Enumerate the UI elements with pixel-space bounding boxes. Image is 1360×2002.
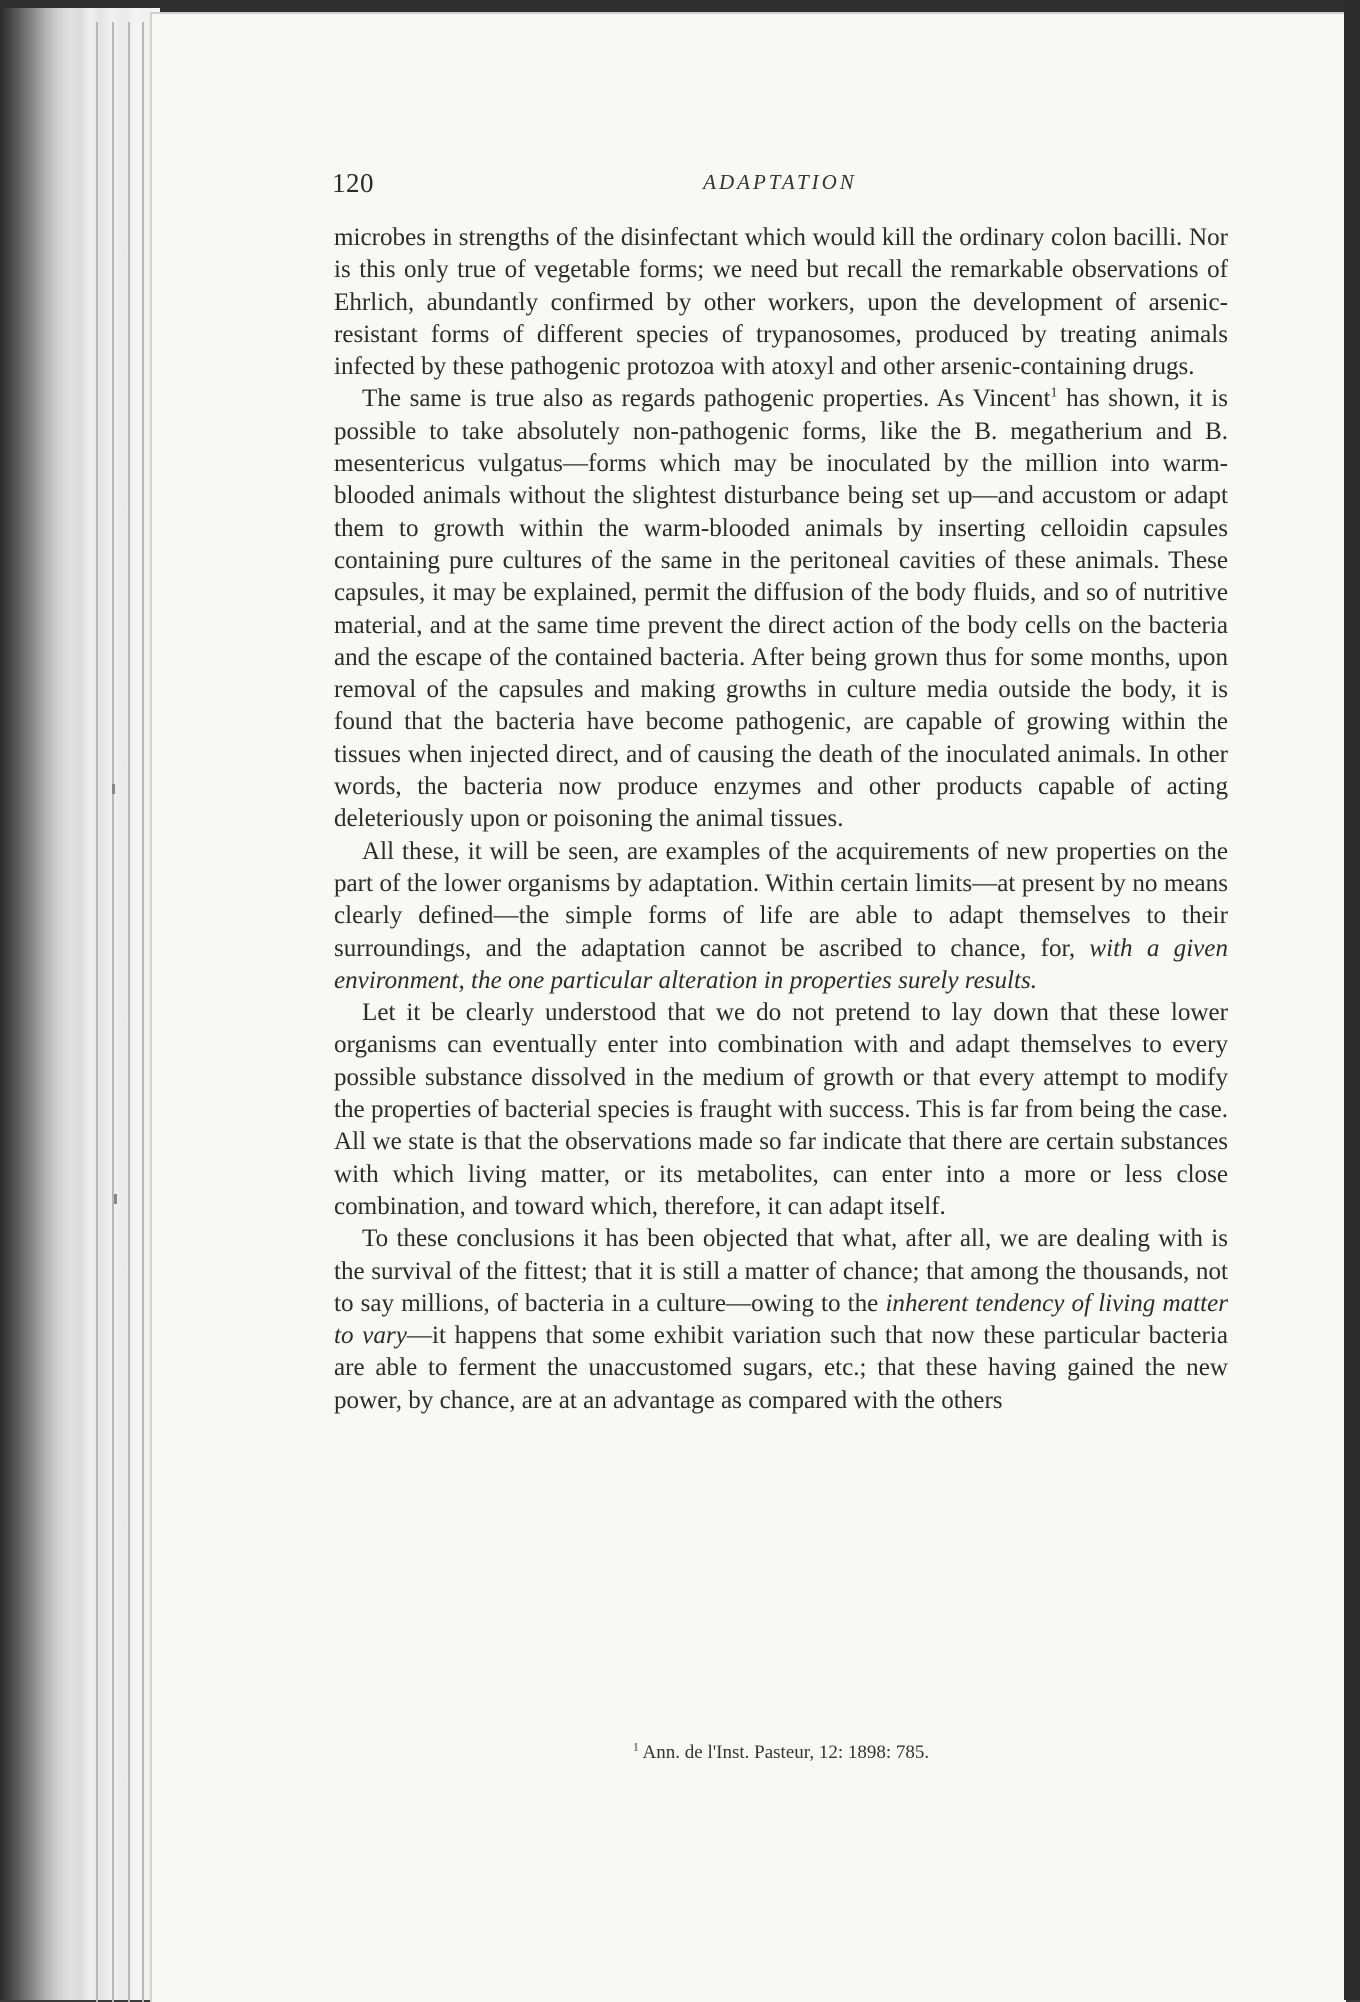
text-run: The same is true also as regards pathogenic properties. As Vincent xyxy=(362,385,1051,413)
page-number: 120 xyxy=(332,168,374,198)
margin-mark xyxy=(114,1194,117,1204)
body-text xyxy=(334,222,1228,1417)
margin-mark xyxy=(112,784,115,794)
text-run: microbes in strengths of the disinfectant which would kill the ordinary colon bacilli. Nor is this only true of vegetable forms; we need but recall the remarkable observations of Ehrlich, abundantly confirmed by other workers, upon the development of arsenic-resistant forms of different species of trypanosomes, produced by treating animals infected by these pathogenic protozoa with atoxyl and other arsenic-containing drugs. xyxy=(334,224,1228,381)
paragraph xyxy=(334,997,1228,1223)
page-edge-line xyxy=(96,22,98,2002)
footnote-reference: 1 xyxy=(1050,386,1058,402)
italic-text: with a given environment, the one particular alteration in properties surely results. xyxy=(334,934,1228,994)
page-edge-line xyxy=(112,22,114,2002)
running-head xyxy=(332,168,1228,208)
footnote-text: Ann. de l'Inst. Pasteur, 12: 1898: 785. xyxy=(638,1742,930,1763)
italic-text: inherent tendency of living matter to vary xyxy=(334,1289,1228,1350)
text-run: —it happens that some exhibit variation such that now these particular bacteria are able to ferment the unaccustomed sugars, etc.; that these having gained the new power, by chance, are at an advantage as compared with the others xyxy=(334,1322,1228,1414)
paragraph xyxy=(334,222,1228,383)
page-edge-line xyxy=(128,22,130,2002)
scan-background-right xyxy=(1344,0,1360,2000)
text-run: To these conclusions it has been objected that what, after all, we are dealing with is the survival of the fittest; that it is still a matter of chance; that among the thousands, not to say millions, of bacteria in a culture—owing to the xyxy=(334,1225,1228,1317)
paragraph xyxy=(334,383,1228,835)
paragraph xyxy=(334,836,1228,997)
text-run: All these, it will be seen, are examples of the acquirements of new properties on the part of the lower organisms by adaptation. Within certain limits—at present by no means clearly defined—the simple forms of life are able to adapt themselves to their surroundings, and the adaptation cannot be ascribed to chance, for, xyxy=(334,837,1228,962)
footnote xyxy=(334,1739,1228,1764)
page-edge-line xyxy=(142,22,144,2002)
footnote-marker: 1 xyxy=(632,1739,639,1754)
text-run: has shown, it is possible to take absolutely non-pathogenic forms, like the B. megatherium and B. mesentericus vulgatus—forms which may be inoculated by the million into warm-blooded animals without the slightest disturbance being set up—and accustom or adapt them to growth within the warm-blooded animals by inserting celloidin capsules containing pure cultures of the same in the peritoneal cavities of these animals. These capsules, it may be explained, permit the diffusion of the body fluids, and so of nutritive material, and at the same time prevent the direct action of the body cells on the bacteria and the escape of the contained bacteria. After being grown thus for some months, upon removal of the capsules and making growths in culture media outside the body, it is found that the bacteria have become pathogenic, are capable of growing within the tissues when injected direct, and of causing the death of the inoculated animals. In other words, the bacteria now produce enzymes and other products capable of acting deleteriously upon or poisoning the animal tissues. xyxy=(334,385,1228,833)
book-page-edges xyxy=(0,8,160,2000)
text-run: Let it be clearly understood that we do not pretend to lay down that these lower organisms can eventually enter into combination with and adapt themselves to every possible substance dissolved in the medium of growth or that every attempt to modify the properties of bacterial species is fraught with success. This is far from being the case. All we state is that the observations made so far indicate that there are certain substances with which living matter, or its metabolites, can enter into a more or less close combination, and toward which, therefore, it can adapt itself. xyxy=(334,999,1228,1220)
running-title: ADAPTATION xyxy=(703,170,857,194)
paragraph xyxy=(334,1223,1228,1417)
